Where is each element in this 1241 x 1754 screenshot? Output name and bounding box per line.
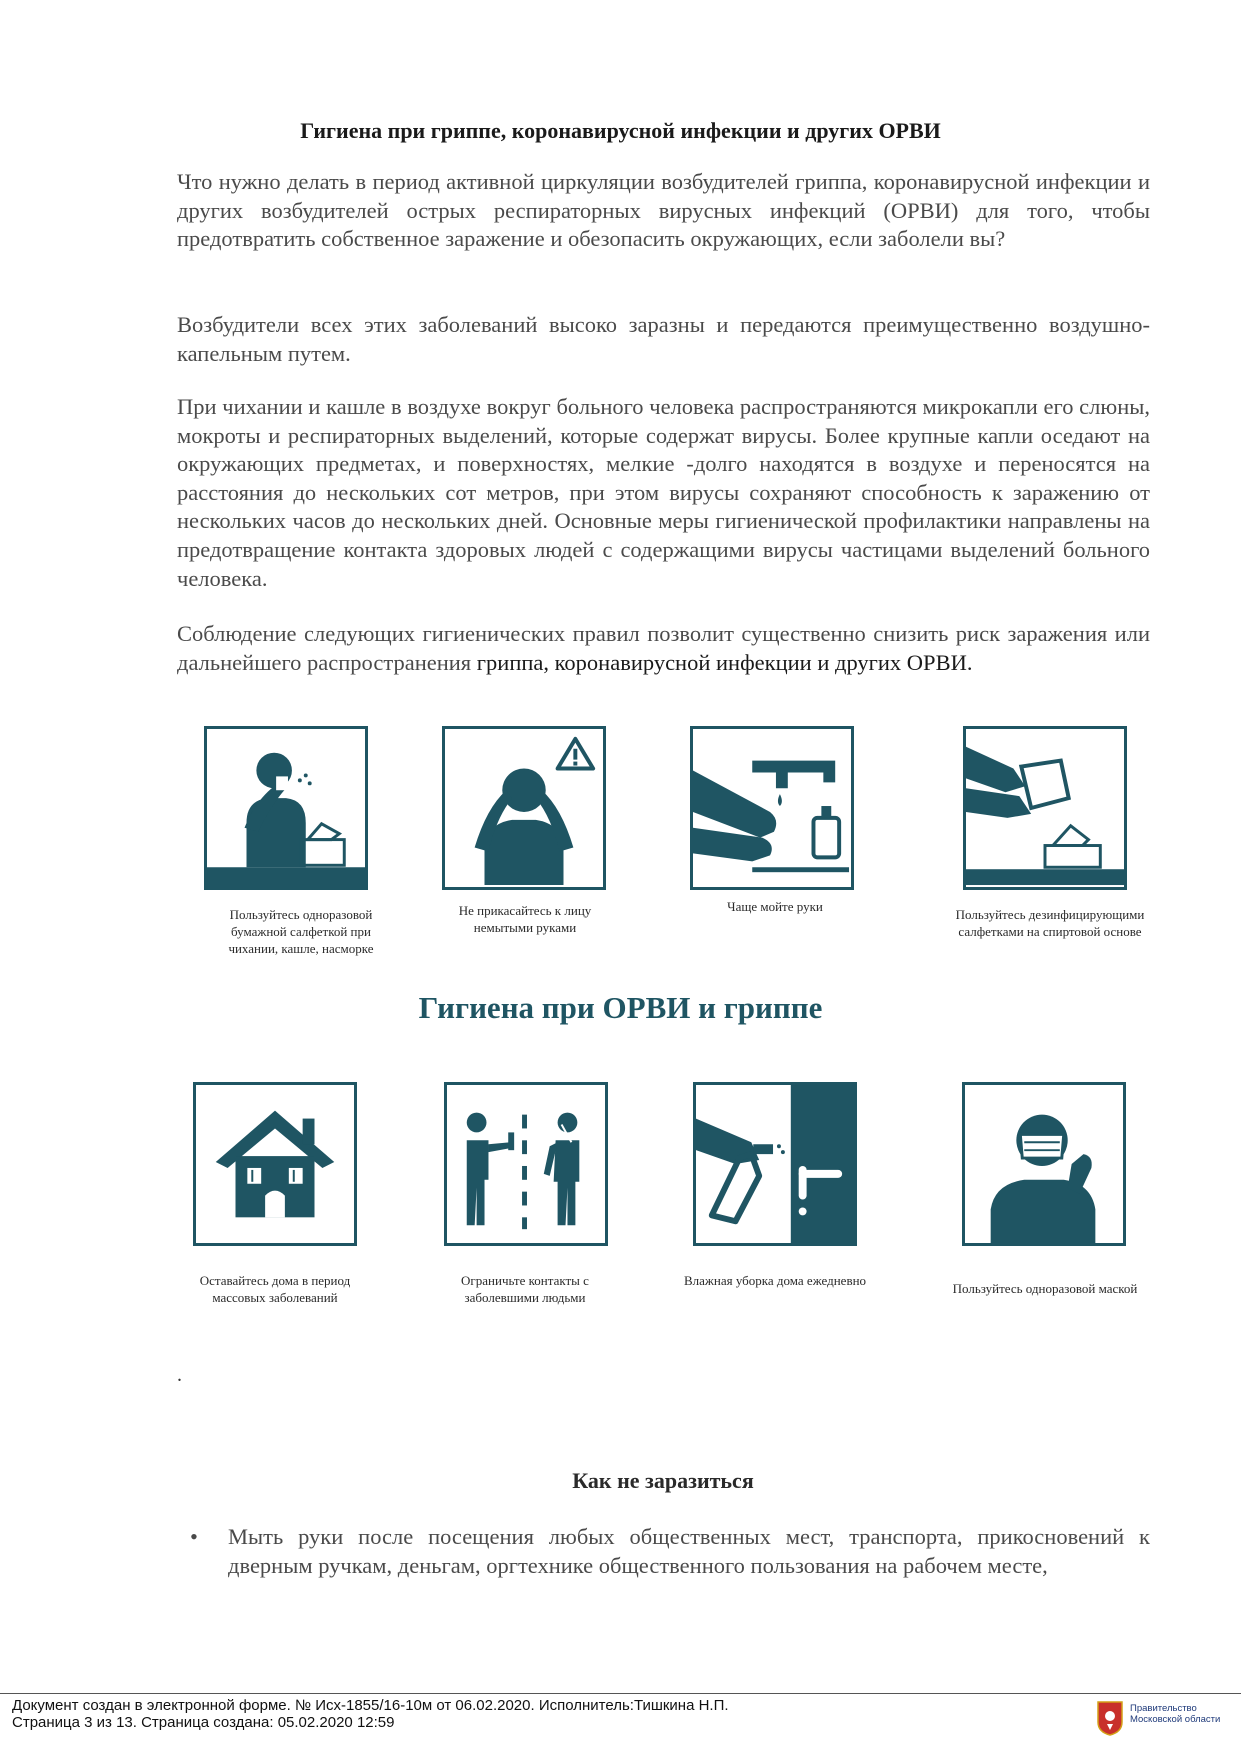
caption-wet-cleaning: Влажная уборка дома ежедневно [683, 1273, 867, 1288]
section-heading: Как не заразиться [572, 1468, 754, 1493]
caption-stay-home: Оставайтесь дома в период массовых заболеваний [199, 1273, 351, 1305]
bullet-marker: • [190, 1524, 198, 1549]
footer-line-1: Документ создан в электронной форме. № Исх-1855/16-10м от 06.02.2020. Исполнитель:Тишкина Н.П. [12, 1697, 729, 1714]
caption-tissue: Пользуйтесь одноразовой бумажной салфеткой при чихании, кашле, насморке [228, 907, 374, 956]
mask-icon [962, 1082, 1126, 1246]
government-logo-text [1130, 1703, 1220, 1725]
rules-paragraph-highlight: гриппа, коронавирусной инфекции и других ОРВИ. [476, 649, 973, 675]
bullet-item [190, 1523, 1150, 1580]
coat-of-arms-icon [1097, 1700, 1123, 1736]
page-title: Гигиена при гриппе, коронавирусной инфекции и других ОРВИ [300, 118, 941, 143]
bullet-text: Мыть руки после посещения любых общественных мест, транспорта, прикосновений к дверным ручкам, деньгам, оргтехнике общественного пользования на рабочем месте, [228, 1524, 1150, 1578]
footer-line-2: Страница 3 из 13. Страница создана: 05.02.2020 12:59 [12, 1714, 395, 1731]
cleaning-icon [693, 1082, 857, 1246]
caption-limit-contacts: Ограничьте контакты с заболевшими людьми [461, 1273, 589, 1305]
tissue-sneeze-icon [204, 726, 368, 890]
caption-wipes: Пользуйтесь дезинфицирующими салфетками на спиртовой основе [955, 907, 1145, 939]
section-subtitle: Гигиена при ОРВИ и гриппе [418, 990, 823, 1025]
lone-dot: . [177, 1364, 182, 1386]
transmission-paragraph: Возбудители всех этих заболеваний высоко заразны и передаются преимущественно воздушно-капельным путем. [177, 312, 1150, 366]
intro-paragraph: Что нужно делать в период активной циркуляции возбудителей гриппа, коронавирусной инфекции и других возбудителей острых респираторных вирусных инфекций (ОРВИ) для того, чтобы предотвратить собственное заражение и обезопасить окружающих, если заболели вы? [177, 169, 1150, 252]
distance-icon [444, 1082, 608, 1246]
footer-divider [0, 1693, 1241, 1694]
rules-paragraph-start: Соблюдение следующих гигиенических правил позволит существенно снизить риск заражения или дальнейшего распространения [177, 621, 1150, 675]
no-touch-face-icon [442, 726, 606, 890]
logo-line-2: Московской области [1130, 1714, 1221, 1725]
droplets-paragraph: При чихании и кашле в воздухе вокруг больного человека распространяются микрокапли его слюны, мокроты и респираторных выделений, которые содержат вирусы. Более крупные капли оседают на окружающих предметах, и поверхностях, мелкие -долго находятся в воздухе и переносятся на расстояния до нескольких сот метров, при этом вирусы сохраняют способность к заражению от нескольких часов до нескольких дней. Основные меры гигиенической профилактики направлены на предотвращение контакта здоровых людей с содержащими вирусы частицами выделений больного человека. [177, 394, 1150, 591]
rules-paragraph [177, 620, 1150, 677]
caption-mask: Пользуйтесь одноразовой маской [952, 1281, 1138, 1296]
footer [12, 1697, 729, 1731]
wash-hands-icon [690, 726, 854, 890]
house-icon [193, 1082, 357, 1246]
caption-no-touch: Не прикасайтесь к лицу немытыми руками [458, 903, 592, 935]
wipes-icon [963, 726, 1127, 890]
logo-line-1: Правительство [1130, 1703, 1197, 1714]
caption-wash-hands: Чаще мойте руки [727, 899, 823, 914]
